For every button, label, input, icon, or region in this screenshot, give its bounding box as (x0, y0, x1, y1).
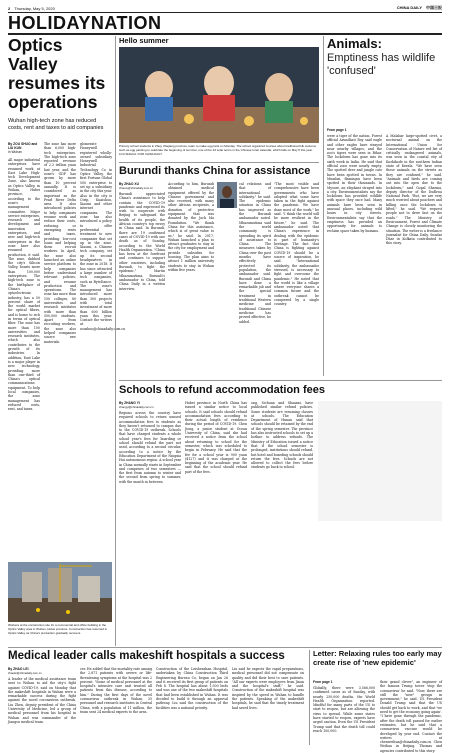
students-egg-tarts-image (119, 47, 319, 143)
medical-byline-name: By ZHAO LEI (8, 667, 29, 671)
animals-headline: Animals: (327, 36, 382, 51)
column-divider (309, 650, 310, 745)
schools-byline (119, 401, 179, 409)
schools-headline: Schools to refund accommodation fees (119, 384, 325, 396)
schools-column-1: Regions across the country have required schools to return unused accommodation fees to students as they haven't returned to campus due to the COVID-19 outbreak. Schools that have charged students a whole school year's fees for boarding or school should refund the part not used, according to a second circular, according to a notice by the Education Department of the Ningxia Hui autonomous region. A school year in China normally starts in September and comprises of two semesters — the first from autumn to winter and the second from spring to summer, with the month in between. (119, 411, 181, 484)
optics-byline-location: in Wuhan (8, 150, 22, 155)
hello-summer-caption-text: Primary school students in Zhuji, Zhejiang province, learn to make egg tarts on Monday. The school organized courses about traditional folk customs such as egg painting to celebrate the beginning of summer, one of the 24 solar terms in the Chinese lunar calendar, which falls on May 5 this year. (119, 144, 316, 152)
issue-date: Thursday, May 5, 2020 (14, 5, 55, 11)
burundi-headline: Burundi thanks China for assistance (119, 165, 311, 177)
hello-summer-label: Hello summer (119, 36, 169, 45)
hello-summer-credit: LOU SHIHUA / FOR CHINA DAILY (119, 151, 163, 156)
medical-byline-location: zhaolei@chinadaily.com.cn (8, 671, 42, 676)
schools-column-3: ong, Sichuan and Shaanxi, have published similar refund policies. Some students are resuming classes at schools. The Education Department of Hunan said that schools should be retained by the end of the spring semester. The province has also instructed schools to set up a hotline to address refunds. The Ministry of Education issued a notice that if the school semester is prolonged, institutions should refund, but hotel and boarding schools should return the fees. Schools are not allowed to collect the fees before students go back to school. (251, 401, 313, 470)
medical-byline (8, 667, 72, 675)
animals-column-2: A Malabar large-spotted civet, a nocturnal animal on the International Union for Conservation of Nature red list of critically endangered animals, was seen in the coastal city of Kozhikode in the southern Indian state of Kerala. "We have seen these animals on the streets as they are confused," he said. "Animals and birds are coming out into the open due to the lockdown," said Gopal Sharma, deputy director of the Dudhwa National Park. "But, we are very much worried about poachers and killing once the lockdown is lifted," he said. "We request people not to drive fast on the roads." The Ministry of Environment, Forest and Climate Change is closely monitoring the situation. The writer is a freelance journalist for China Daily. Sundar Dhar in Kolkata contributed to this story. (386, 134, 442, 246)
medical-column-1: A leader of the medical assistance team sent to Wuhan to aid the city's fight against COVID-19, said on Monday that the makeshift hospitals in Wuhan were a remarkable success during the fight against the novel coronavirus outbreak. Liu Zhen, deputy president of the China University of Medicine, led a group of medical personnel from his hospital in Wuhan and was commander of the Jiangsu medical team. (8, 677, 76, 724)
medical-column-2: cer. He added that the mortality rate among the 2,871 patients with severe or life-threatening symptoms at the hospital was 2 percent. "Some of medical personnel at the hospital's intensive care unit treated all patients from this disease, according to him." During the first days of the novel coronavirus outbreak in Wuhan, 35 personnel and research institutes in Central China, with a population of 11 million, the team sent 24 medical experts to the area. (80, 667, 152, 714)
paper-name: CHINA DAILY (396, 5, 422, 10)
schools-byline-location: zhangyi@chinadaily.com.cn (119, 405, 154, 410)
optics-byline (8, 142, 38, 155)
school-image (318, 401, 442, 521)
optics-column-2: The zone has more than 6,000 high-tech enterprises. The high-tech zone reported revenue of 2.3 trillion yuan last year, and the zone's GDP has grown by more than 10 percent annually. It is considered as important as the Pearl River Delta area. It also introduced policies to help companies resume work and reduce their costs, reducing or exempting rents and taxes, providing low-cost loans and helping them recruit workers. In April, the zone also launched an online service platform to help companies better understand relevant policies, and resume production and operations. The zone has more than 150 colleges, 80 universities and research institutes with more than 500,000 students. Apart from recruiting workers, the zone also helped companies source raw materials. (44, 142, 76, 344)
burundi-column-4: "The most visible and comprehensive have been governments who have adopted what some have taken in the fight against the pandemic. We have done most of the work," he said. "I think the world will be more resilient in the future," he said. The ambassador noted that China's experience in dealing with the epidemic is part of humanity's heritage. The fact that China is fighting against COVID-19 should be a source of inspiration, he said. "International solidarity, the ambassador stressed, is necessary to fight and overcome the pandemic." He noted that the world is like a village where everyone shares a common future and the outbreak cannot be conquered by a single country. (274, 182, 319, 307)
letter-column-2: their grand clever", an engineer of the famous Trump tower 'stop the coronavirus' he said. "Now, there are still the "new" groups in government," he said. US President Donald Trump said that the US should get back to work, and that 'we need to get the economy going again'. "I have gone through the pandemic, after the death toll passed for earlier estimates, but he said that a coronavirus vaccine would be developed by year end. Contact the writers at chenweihua@chinadaily.com.cn Chen Weihua in Beijing, Thomas and agencies contributed to this story. (380, 680, 442, 753)
optics-column-1: All major industrial enterprises have resumed work at East Lake High-tech Development Zone, also known as Optics Valley, in Wuhan, Hubei province, according to the zone's management committee. Major service enterprises, research and development and innovation enterprises, and new and high-tech enterprises in the zone have also resumed production, it said. The zone, dubbed the city's Silicon Valley, boasts more than 100,000 enterprises. The high-tech zone is the birthplace of China's optoelectronic industry, has a 50 percent share of the world market for optical fibers, and is home to rich in terms of optical fiber. The zone has more than 100 universities and research institutes, which also contributes to the growth of its industries. In addition, East Lake is a major player in new technology, providing more than one-third of China's optical communications equipment. To help local companies, the zone management has reduced costs, rent, and taxes. (8, 158, 40, 412)
animals-column-1: were a tiger of the nation. Forest official Arundhati Roy said eagle and other eagles have strayed near nearby villages, and the zoo's tigers were seen in Bihar. The lockdown has gone into its sixth week in India. He said that official zoos were nearly empty. The spotted deer and jungle cats have been spotted in towns. In Mumbai, flamingos have been spotted in their thousands. In Mysore, an elephant strayed into a city. Environmentalists say the lockdown has provided wildlife with space they once had. Many animals have been seen in unusual places, including wild boars in city streets. Environmentalists say that the emptiness has provided an opportunity for animals to reclaim space taken by humans. (327, 134, 382, 233)
medical-column-4: Liu said he expects the rapid preparations, medical personnel did not compensate on quality and did their best to save patients. "All our experts were employees from Jinan and the hospital's staff," he said. Construction of the makeshift hospital was inspired by the speed in Wuhan to handle the patients. Speaking of the makeshift hospitals, he said that the timely treatment had saved lives. (232, 667, 304, 710)
schools-byline-name: By ZHANG YI (119, 401, 140, 405)
burundi-ambassador-photo (217, 182, 237, 208)
letter-from-page: From page 1 (313, 680, 333, 684)
medical-headline: Medical leader calls makeshift hospitals a success (8, 650, 285, 662)
top-bar (8, 4, 442, 12)
burundi-column-2: According to him, Burundi obtained medical equipment offered by the Chinese government and also received, with many other African recipients, a donation of protective equipment that was donated by the Jack Ma Foundation. "We thank China for this assistance, which is of great value to us," he said. In 2017, Wuhan launched a plan to attract graduates to stay in the city for employment and provide subsidies for housing. The plan aims to attract 1 million university students to stay in Wuhan within five years. (168, 182, 214, 272)
schools-column-2: Hubei province in North China has issued a similar notice to local schools. It said schools should refund accommodation fees according to their actual length of residence during the period of COVID-19. Chen Jiong, a junior student at Ocean University of China, said she had received a notice from the school about returning to school for the semester, which was scheduled to begin in February. He said that the fee for a school year is 900 yuan ($127) and it was charged at the beginning of the academic year. He said that the school should refund part of the fees. (185, 401, 247, 474)
optics-byline-name: By ZOU SHUO and LIU KUN (8, 142, 38, 151)
section-masthead (8, 12, 442, 35)
burundi-byline-name: By ZHAO XU (119, 182, 139, 186)
optics-headline: Optics Valley resumes its operations (8, 35, 106, 112)
section-title: HOLIDAYNATION (8, 12, 162, 33)
section-divider (119, 380, 442, 381)
page-number: 2 (8, 5, 11, 11)
section-divider (8, 647, 442, 648)
burundi-column-3: cal relations and that of international solidarity," he said. The epidemic situation in China has improved as the Burundi ambassador noted. Mbazumutima said the world community is spreading its spirit of assistance to China. The measures taken by China over the past months have effectively protected its population, the ambassador said. Burundi and China have done a remarkable job and the special treatment in traditional Western medicine and traditional Chinese medicine has proved effective, he added. (239, 182, 271, 324)
hello-summer-caption (119, 145, 319, 156)
section-divider (119, 162, 319, 163)
letter-column-1: Globally, there were 3,566,000 confirmed cases as of Sunday, with nearly 250,000 deaths, the World Health Organization reported. Mindful for many parts of the US to start to reopen, but are allowing the virus to spread. While some states have started to reopen, experts have urged caution. Even the US President Trump said that the death toll could reach 100,000. (313, 686, 375, 733)
burundi-column-1: Burundi appreciated China's assistance to help contain the COVID-19 pandemic and expressed its wish to cooperate with Beijing to safeguard the health of its people, the African country's top envoy in China said. In Burundi, there are 19 confirmed cases of COVID-19 with one death as of Sunday, according to the World Health Organization. "China has been at the forefront and continues to support other countries, including Burundi, to fight the epidemic," Martin Mbazumutima, Burundi's ambassador to China, told China Daily in a written interview. (119, 192, 165, 291)
burundi-byline (119, 182, 165, 190)
medical-column-3: Construction of the Leishenshan Hospital, undertaken by China Construction Third Engineering Bureau Co, began on Jan 26 and it received its first group of patients on Feb 8. The hospital has about 1,500 beds and was one of the two makeshift hospitals that had been established in Wuhan. It was decided to build it through an approval pathway. Liu said the construction of the facilities was a national priority. (156, 667, 228, 710)
burundi-byline-location: zhaoxu@chinadaily.com.cn (119, 186, 153, 191)
animals-from-page: From page 1 (327, 128, 347, 132)
column-divider (323, 36, 324, 376)
column-divider (115, 36, 116, 646)
ambassador-portrait (217, 182, 237, 208)
letter-headline: Letter: Relaxing rules too early may create rise of 'new epidemic' (313, 649, 442, 667)
optics-photo-caption: Workers at the construction site for a commercial and office building in the Optics Valley area in Wuhan, Hubei province. Construction has resumed in Optics Valley as China's production gradually recovers. (8, 623, 108, 635)
schools-photo (318, 401, 442, 521)
hello-summer-photo (119, 47, 319, 143)
animals-subhead: Emptiness has wildlife 'confused' (327, 52, 436, 77)
optics-subhead: Wuhan high-tech zone has reduced costs, rent and taxes to aid companies (8, 118, 104, 131)
optics-photo (8, 562, 112, 622)
optics-column-3: glomerate Honeywell registered wholly-owned subsidiary Honeywell Industrial Technology Co in Optics Valley, the first Fortune Global 500 enterprise to set up a subsidiary in the city this year. Also in the city is Ctrip, Kuaishou, Xiaomi and other internet companies. The zone has also introduced a policy to offer preferential treatment to new companies that set up in the zone. Xiaomi, a Chinese tech company, set up its second headquarters in the zone in 2018. It has since attracted a large number of tech companies, such as ByteDance. The zone's management has introduced more than 300 projects with total investment of more than 600 billion yuan this year. Contact the writers at zoushuo@chinadaily.com.cn (80, 142, 126, 331)
construction-image (8, 562, 112, 622)
paper-name-cn: 中国日报 (426, 5, 442, 10)
